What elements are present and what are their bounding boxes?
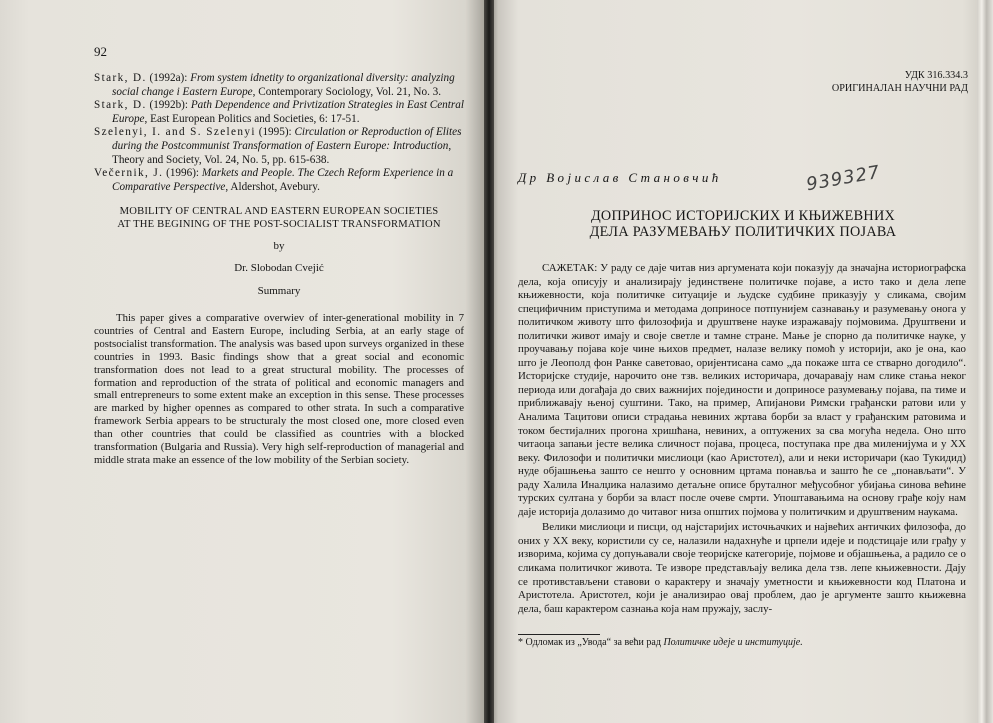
reference-title: Circulation or Reproduction of Elites during the Postcommunist Transformation of Eastern Europe: Introduction — [112, 126, 462, 152]
reference-list — [94, 72, 464, 194]
article-category: ОРИГИНАЛАН НАУЧНИ РАД — [831, 82, 968, 94]
english-by-line: by — [273, 240, 285, 252]
article-title-line: ДОПРИНОС ИСТОРИЈСКИХ И КЊИЖЕВНИХ — [590, 208, 896, 224]
footnote-work-title: Политичке идеје и институције. — [663, 637, 803, 648]
reference-title: Markets and People. The Czech Reform Experience in a Comparative Perspective — [112, 167, 454, 193]
body-paragraph: Велики мислиоци и писци, од најстаријих источњачких и највећих античких филозофа, до оних у XX веку, користили су се, налазили надахнуће и црпели идеје и подстицаје или грађу у изворима, којима су допуњавали своје теоријске категорије, појмове и објашњења, а радило се о сликама политичког живота. Те изворе представљају велика дела тзв. лепе књижевности. Дају се противстављени ставови о карактеру и значају уметности и књижевности код Платона и Аристотела. Аристотел, који је анализирао овај проблем, дао је аргументе зашто књижевна дела, баш карактером сазнања која нам пружају, заслу- — [518, 521, 966, 615]
reference-source: , Aldershot, Avebury. — [225, 180, 320, 193]
body-paragraph: САЖЕТАК: У раду се даје читав низ аргумената који показују да значајна историографска дела, која описују и анализирају јединствене политичке појаве, а исто тако и дела лепе књижевности, која политичке ситуације и људске судбине приказују у сликама, својим специфичним приступима и методама доприносе потпунијем сазнавању и разумевању онога у политичком животу што филозофија и друштвене науке изражавају појмовима. Друштвени и политички живот имају и своје светле и тамне стране. Мање је спорно да политичке науке, у проучавању појава које чине њихов предмет, налазе велику помоћ у историји, ако је она, као што је Леополд фон Ранке саветовао, оријентисана само „да покаже шта се стварно догодило“. Историјске студије, нарочито оне тзв. великих историчара, дочаравају нам слике стања неког периода или догађаја до свих важнијих појединости и доприносе разумевању појава, па тиме и приближавају њеној суштини. Тако, на пример, Апијанови Римски грађански ратови или у Аналима Тацитови описи страдања невиних жртава борби за власт у грађанским ратовима и током бестијалних прогона хришћана, невиних, а оптужених за сва могућа недела. Оно што читаоца запањи јесте велика сличност појава, процеса, поступака пре два миленијума и у XX веку. Филозофи и политички мислиоци (као Аристотел), али и неки историчари (као Тукидид) нуде објашњења зашто се нешто у основним цртама понавља и зашто ће се „понављати“. У раду Халила Иналџика налазимо детаљне описе бруталног међусобног убијања синова већине турских султана у борби за власт после очеве смрти. Упоштавањима на основу грађе коју нам даје историја долазимо до читавог низа општих појмова у политичким и друштвеним наукама. — [518, 262, 966, 518]
footnote — [518, 637, 966, 649]
reference-author: Stark, D. — [94, 72, 147, 84]
article-author: Др Војислав Становчић — [518, 170, 722, 185]
reference-source: , Theory and Society, Vol. 24, No. 5, pp. 615-638. — [112, 139, 452, 166]
book-spine — [484, 0, 494, 723]
footnote-text: * Одломак из „Увода“ за већи рад — [518, 637, 664, 648]
reference-year: (1992b): — [146, 99, 191, 112]
left-page — [0, 0, 490, 723]
reference-source: , Contemporary Sociology, Vol. 21, No. 3. — [252, 85, 442, 98]
reference-item — [94, 72, 464, 99]
summary-heading: Summary — [257, 285, 301, 297]
reference-item — [94, 99, 464, 126]
footnote-divider — [518, 634, 600, 635]
reference-item — [94, 167, 464, 194]
page-edge — [977, 0, 993, 723]
classification-block — [760, 70, 968, 95]
right-page — [488, 0, 993, 723]
article-body — [518, 262, 966, 616]
udk-code: УДК 316.334.3 — [904, 70, 968, 81]
summary-text: This paper gives a comparative overwiev of inter-generational mobility in 7 countries of Central and Eastern Europe, including Serbia, at an early stage of postsocialist transformation. The analysis was based upon surveys organized in these countries in 1993. Basic findings show that a great social and economic transformation does not lead to a great structural mobility. The processes of formation and reproduction of the strata of political and economic managers and small entrepreneurs to some extent make an exception in this sense. These processes are marked by higher opennes as compared to other strata. In such a comparative framework Serbia appears to be structuraly the most closed one, more closed even than other countries that could be classified as countries with a blocked transformation (Bulgaria and Russia). Very high self-reproduction of managerial and middle strata make an essence of the low mobility of the Serbian society. — [94, 312, 464, 466]
page-number: 92 — [94, 44, 107, 59]
reference-author: Večernik, J. — [94, 167, 164, 180]
reference-author: Szelenyi, I. and S. Szelenyi — [94, 126, 256, 139]
reference-author: Stark, D. — [94, 99, 147, 112]
english-article-title — [94, 205, 464, 231]
reference-year: (1992a): — [146, 72, 191, 84]
english-title-line: AT THE BEGINING OF THE POST-SOCIALIST TRANSFORMATION — [117, 219, 441, 230]
english-title-line: MOBILITY OF CENTRAL AND EASTERN EUROPEAN SOCIETIES — [119, 206, 439, 217]
reference-title: From system idnetity to organizational diversity: analyzing social change i Eastern Europe — [112, 72, 455, 98]
article-title — [528, 208, 958, 240]
reference-item — [94, 126, 464, 167]
english-author: Dr. Slobodan Cvejić — [234, 262, 324, 274]
reference-year: (1995): — [255, 126, 295, 139]
reference-source: , East European Politics and Societies, 6: 17-51. — [144, 112, 360, 125]
handwritten-number: 939327 — [804, 161, 882, 196]
reference-title: Path Dependence and Privtization Strategies in East Central Europe — [112, 99, 464, 125]
reference-year: (1996): — [163, 167, 202, 180]
article-title-line: ДЕЛА РАЗУМЕВАЊУ ПОЛИТИЧКИХ ПОЈАВА — [589, 224, 897, 240]
